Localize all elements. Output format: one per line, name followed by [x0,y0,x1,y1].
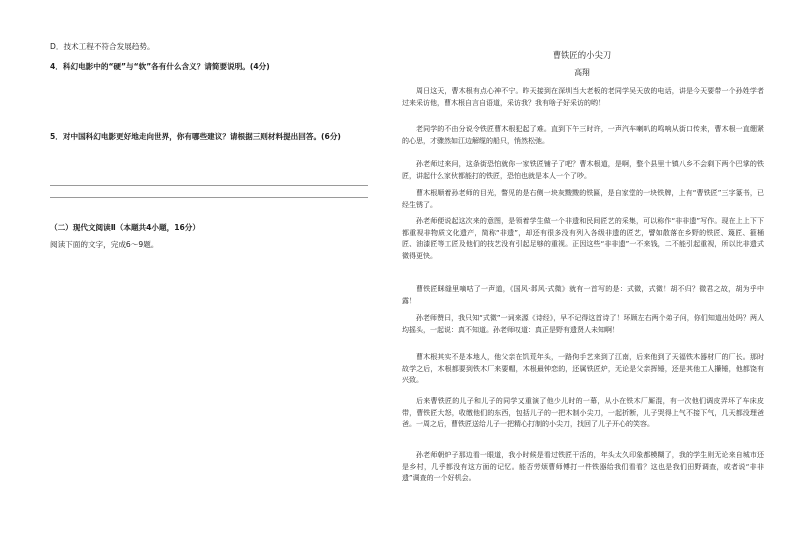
option-d-text: D．技术工程不符合发展趋势。 [50,42,155,51]
paragraph-5: 孙老师便说起这次来的意图，是领着学生做一个非遗和民间匠艺的采集，可以称作“非非遗”写作。现在上上下下都重视非物质文化遗产，简称“非遗”，却还有很多没有列入各级非遗的匠艺，譬如散落在乡野的铁匠、篾匠、箍桶匠、油漆匠等工匠及他们的技艺没有引起足够的重视。正因这些“非非遗”一不来钱，二不能引起重视，所以比非遗式微得更快。 [402,217,764,260]
paragraph-1: 周日这天，曹木根有点心神不宁。昨天接到在深圳当大老板的老同学吴天放的电话，讲是今天要带一个孙姓学者过来采访他，曹木根自言自语道，采访我？我有啥子好采访的哟！ [402,87,764,107]
paragraph-9: 后来曹铁匠的儿子和儿子的同学又重演了他少儿时的一幕，从小在铁木厂厮混，有一次他们调皮弄坏了车床皮带，曹铁匠大怒，收缴他们的东西，包括儿子的一把木制小尖刀，一起折断，儿子哭得上气不接下气，几天都没理爸爸。一周之后，曹铁匠送给儿子一把精心打制的小尖刀，找回了儿子开心的笑容。 [402,397,764,429]
paragraph-10: 孙老师朝炉子那边看一眼道，我小时候是看过铁匠干活的，年头太久印象都模糊了，我的学生则无论来自城市还是乡村，几乎都没有这方面的记忆。能否劳烦曹师傅打一件铁器给我们看看？这也是我们田野调查，或者说“非非遗”调查的一个好机会。 [402,451,764,483]
paragraph-2: 老同学的不由分说令铁匠曹木根犯起了难。直到下午三时许，一声汽车喇叭的鸣响从街口传来，曹木根一直绷紧的心思，才骤然如江边解缆的船只，悄然松弛。 [402,125,764,145]
reading-instruction: 阅读下面的文字，完成6～9题。 [50,240,159,249]
question-4: 4．科幻电影中的“硬”与“软”各有什么含义？请简要说明。(4分) [50,62,270,71]
paragraph-3: 孙老师过来问，这条街恐怕就你一家铁匠铺子了吧？曹木根道，是啊，整个县里十镇八乡不会剩下两个巴掌的铁匠，讲起什么家伙都能打的铁匠，恐怕也就是本人一个了吵。 [402,160,764,180]
question-5: 5．对中国科幻电影更好地走向世界，你有哪些建议？请根据三则材料提出回答。(6分) [50,132,341,141]
section-title: （二）现代文阅读Ⅱ（本题共4小题，16分） [50,223,200,232]
answer-line-1 [50,185,368,186]
article-author: 高翔 [574,68,590,77]
paragraph-6: 曹铁匠眯缝里嘀咕了一声道，《国风·邶风·式微》就有一首写的是：式微，式微！胡不归？微君之故，胡为乎中露！ [402,285,764,305]
answer-line-2 [50,197,368,198]
paragraph-8: 曹木根其实不是本地人，他父亲在饥荒年头，一路佝手艺来到了江南，后来他到了天福铁木器材厂的厂长。那时故学之后，木根都要到铁木厂来要帽，木根最钟恋的，还属铁匠炉，无论是父亲挥锤，还是其他工人攥锤，他都饶有兴致。 [402,353,764,385]
article-title: 曹铁匠的小尖刀 [552,50,612,60]
paragraph-4: 曹木根顺着孙老师的目光，瞥见的是右侧一块灰黢黢的铁匾，是自家堂的一块铁牌，上有“曹铁匠”三字篆书，已经生锈了。 [402,189,764,209]
paragraph-7: 孙老师赞曰，我只知“式微”一词来源《诗经》，早不记得这首诗了！环顾左右两个弟子问，你们知道出处吗？两人均摇头，一起说：真不知道。孙老师叹道：真正是野有遗贤人未知啊！ [402,314,764,334]
